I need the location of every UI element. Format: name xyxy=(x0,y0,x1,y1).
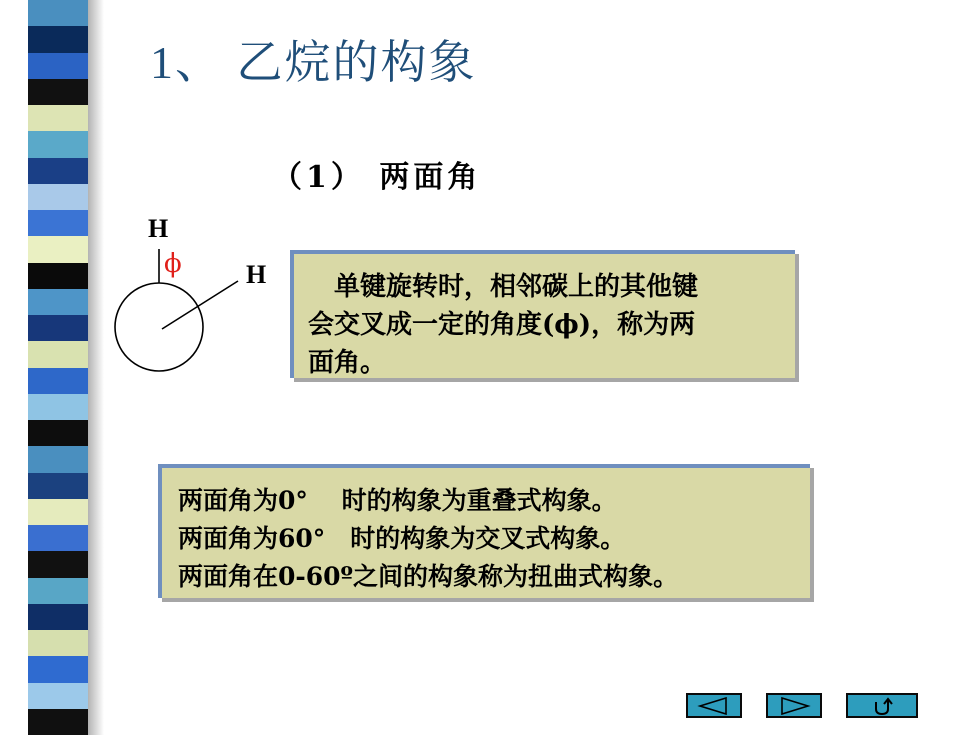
phi-angle-symbol: ϕ xyxy=(164,249,182,279)
stripe-segment xyxy=(28,131,88,157)
stripe-segment xyxy=(28,210,88,236)
eclipsed-conformation-line: 两面角为0° 时的构象为重叠式构象。 xyxy=(178,486,617,515)
stripe-segment xyxy=(28,0,88,26)
stripe-segment xyxy=(28,709,88,735)
stripe-segment xyxy=(28,578,88,604)
definition-line-3: 面角。 xyxy=(308,348,387,378)
stripe-segment xyxy=(28,525,88,551)
newman-projection-diagram xyxy=(100,205,290,380)
stripe-segment xyxy=(28,499,88,525)
stripe-segment xyxy=(28,420,88,446)
staggered-conformation-line: 两面角为60° 时的构象为交叉式构象。 xyxy=(178,524,626,553)
decorative-stripe-bar xyxy=(28,0,88,735)
definition-line-2: 会交叉成一定的角度(ϕ)，称为两 xyxy=(308,310,696,340)
stripe-segment xyxy=(28,630,88,656)
definition-line-1: 单键旋转时，相邻碳上的其他键 xyxy=(334,272,699,302)
stripe-segment xyxy=(28,53,88,79)
stripe-segment xyxy=(28,26,88,52)
return-button[interactable] xyxy=(846,693,918,718)
stripe-segment xyxy=(28,341,88,367)
left-triangle-icon xyxy=(696,697,732,715)
section-subtitle: （1） 两面角 xyxy=(272,160,482,195)
right-triangle-icon xyxy=(776,697,812,715)
dihedral-definition-box xyxy=(290,250,795,378)
stripe-segment xyxy=(28,184,88,210)
stripe-segment xyxy=(28,105,88,131)
stripe-segment xyxy=(28,551,88,577)
stripe-segment xyxy=(28,79,88,105)
return-arrow-icon xyxy=(871,696,893,716)
stripe-segment xyxy=(28,446,88,472)
next-slide-button[interactable] xyxy=(766,693,822,718)
stripe-segment xyxy=(28,236,88,262)
stripe-segment xyxy=(28,394,88,420)
skew-conformation-line: 两面角在0-60º之间的构象称为扭曲式构象。 xyxy=(178,562,679,591)
stripe-segment xyxy=(28,368,88,394)
stripe-segment xyxy=(28,473,88,499)
front-bond-rotated xyxy=(162,281,238,329)
stripe-segment xyxy=(28,263,88,289)
slide-title: 1、 乙烷的构象 xyxy=(150,37,477,88)
stripe-segment xyxy=(28,604,88,630)
stripe-segment xyxy=(28,656,88,682)
conformation-types-box xyxy=(158,464,810,598)
rear-carbon-circle xyxy=(115,283,203,371)
right-hydrogen-label: H xyxy=(246,260,267,289)
stripe-segment xyxy=(28,289,88,315)
stripe-segment xyxy=(28,683,88,709)
stripe-segment xyxy=(28,315,88,341)
stripe-segment xyxy=(28,158,88,184)
previous-slide-button[interactable] xyxy=(686,693,742,718)
top-hydrogen-label: H xyxy=(148,214,169,243)
